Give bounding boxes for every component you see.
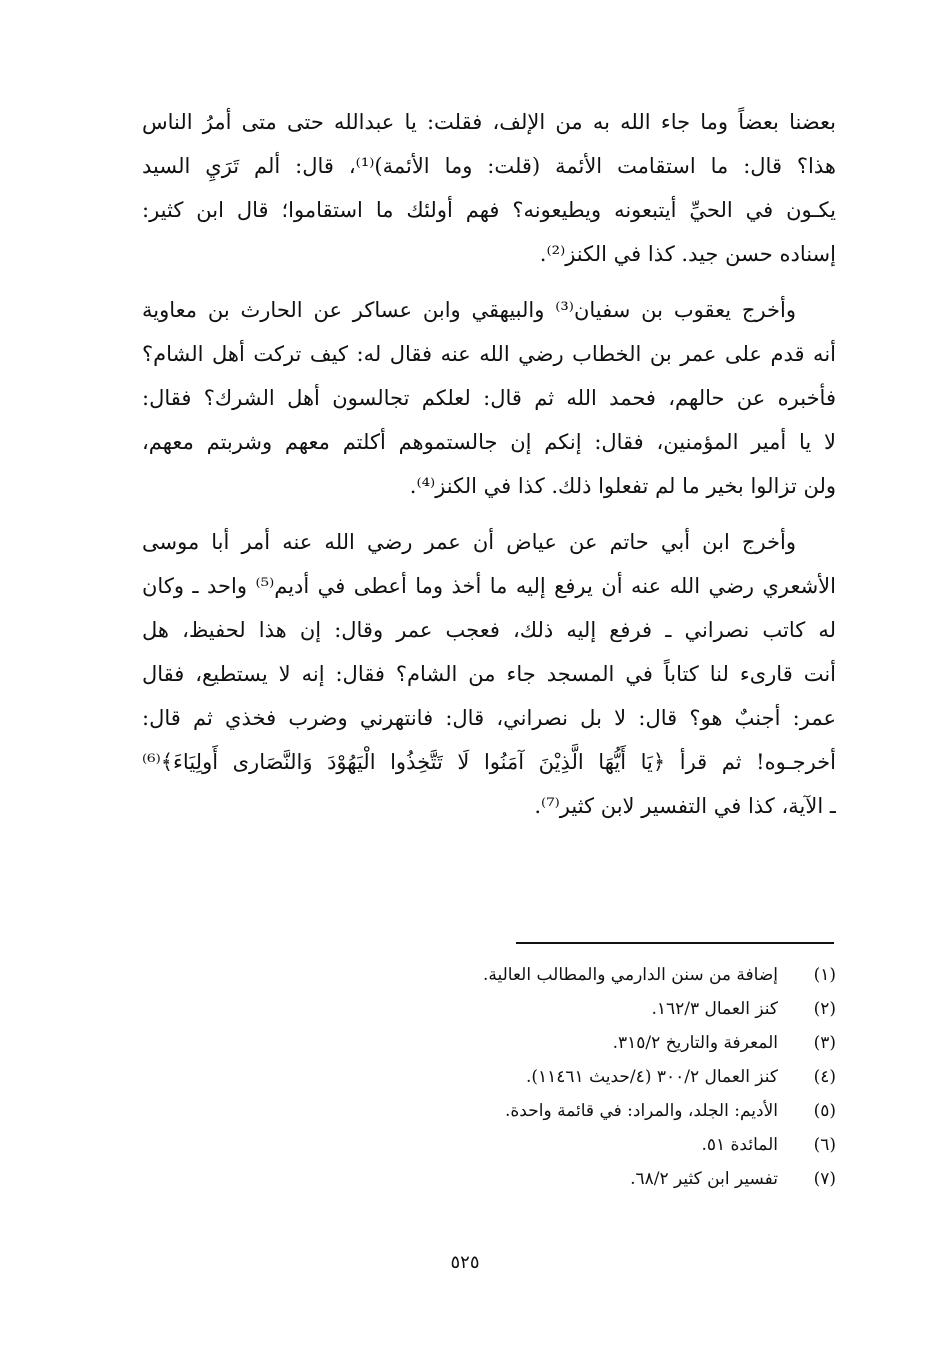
footnote-number: (٥) [813, 1101, 836, 1121]
footnote-number: (٣) [813, 1033, 836, 1053]
footnote-number: (٢) [813, 999, 836, 1019]
footnote-separator [516, 942, 834, 944]
text-line: إسناده حسن جيد. كذا في الكنز⁽²⁾. [539, 242, 836, 266]
footnotes-list [300, 958, 836, 1196]
main-text [142, 100, 836, 840]
footnote-item [300, 958, 836, 992]
text-line: الأشعري رضي الله عنه أن يرفع إليه ما أخذ وما أعطى في أديم⁽⁵⁾ واحد ـ وكان [142, 574, 836, 598]
footnote-text: إضافة من سنن الدارمي والمطالب العالية. [482, 965, 778, 985]
text-line: أنه قدم على عمر بن الخطاب رضي الله عنه فقال له: كيف تركت أهل الشام؟ [142, 342, 836, 366]
footnote-text: كنز العمال ١٦٢/٣. [651, 999, 778, 1019]
text-line: أخرجـوه! ثم قرأ ﴿يَا أَيُّهَا الَّذِيْنَ آمَنُوا لَا تَتَّخِذُوا الْيَهُوْدَ وَالنَّصَارى أَولِيَاءَ﴾⁽⁶⁾ [142, 750, 836, 774]
paragraph-2 [142, 288, 836, 508]
text-line: يكـون في الحيِّ أيتبعونه ويطيعونه؟ فهم أولئك ما استقاموا؛ قال ابن كثير: [142, 198, 836, 222]
footnote-number: (١) [813, 965, 836, 985]
text-line: وأخرج يعقوب بن سفيان⁽³⁾ والبيهقي وابن عساكر عن الحارث بن معاوية [142, 298, 796, 322]
text-line: ـ الآية، كذا في التفسير لابن كثير⁽⁷⁾. [534, 794, 836, 818]
page-number: ٥٢٥ [450, 1252, 480, 1273]
footnote-item [300, 1128, 836, 1162]
text-line: بعضنا بعضاً وما جاء الله به من الإلف، فقلت: يا عبدالله حتى متى أمرُ الناس [142, 110, 836, 134]
text-line: ولن تزالوا بخير ما لم تفعلوا ذلك. كذا في الكنز⁽⁴⁾. [409, 474, 836, 498]
footnote-text: تفسير ابن كثير ٦٨/٢. [630, 1169, 778, 1189]
text-line: له كاتب نصراني ـ فرفع إليه ذلك، فعجب عمر وقال: إن هذا لحفيظ، هل [142, 618, 836, 642]
text-line: أنت قارىء لنا كتاباً في المسجد جاء من الشام؟ فقال: إنه لا يستطيع، فقال [142, 662, 836, 686]
footnote-number: (٤) [813, 1067, 836, 1087]
footnote-number: (٦) [813, 1135, 836, 1155]
paragraph-3 [142, 520, 836, 828]
footnote-text: المائدة ٥١. [701, 1135, 778, 1155]
footnote-text: الأديم: الجلد، والمراد: في قائمة واحدة. [505, 1101, 778, 1121]
text-line: هذا؟ قال: ما استقامت الأئمة (قلت: وما الأئمة)⁽¹⁾، قال: ألم تَرَيِ السيد [142, 154, 836, 178]
paragraph-1 [142, 100, 836, 276]
text-line: لا يا أمير المؤمنين، فقال: إنكم إن جالستموهم أكلتم معهم وشربتم معهم، [142, 430, 836, 454]
footnote-item [300, 1060, 836, 1094]
text-line: فأخبره عن حالهم، فحمد الله ثم قال: لعلكم تجالسون أهل الشرك؟ فقال: [142, 386, 836, 410]
text-line: وأخرج ابن أبي حاتم عن عياض أن عمر رضي الله عنه أمر أبا موسى [142, 530, 796, 554]
text-line: عمر: أجنبٌ هو؟ قال: لا بل نصراني، قال: فانتهرني وضرب فخذي ثم قال: [142, 706, 836, 730]
footnote-text: المعرفة والتاريخ ٣١٥/٢. [612, 1033, 778, 1053]
footnote-item [300, 1026, 836, 1060]
footnote-text: كنز العمال ٣٠٠/٢ (٤/حديث ١١٤٦١). [525, 1067, 778, 1087]
footnote-item [300, 1162, 836, 1196]
footnote-item [300, 1094, 836, 1128]
footnote-number: (٧) [813, 1169, 836, 1189]
footnote-item [300, 992, 836, 1026]
